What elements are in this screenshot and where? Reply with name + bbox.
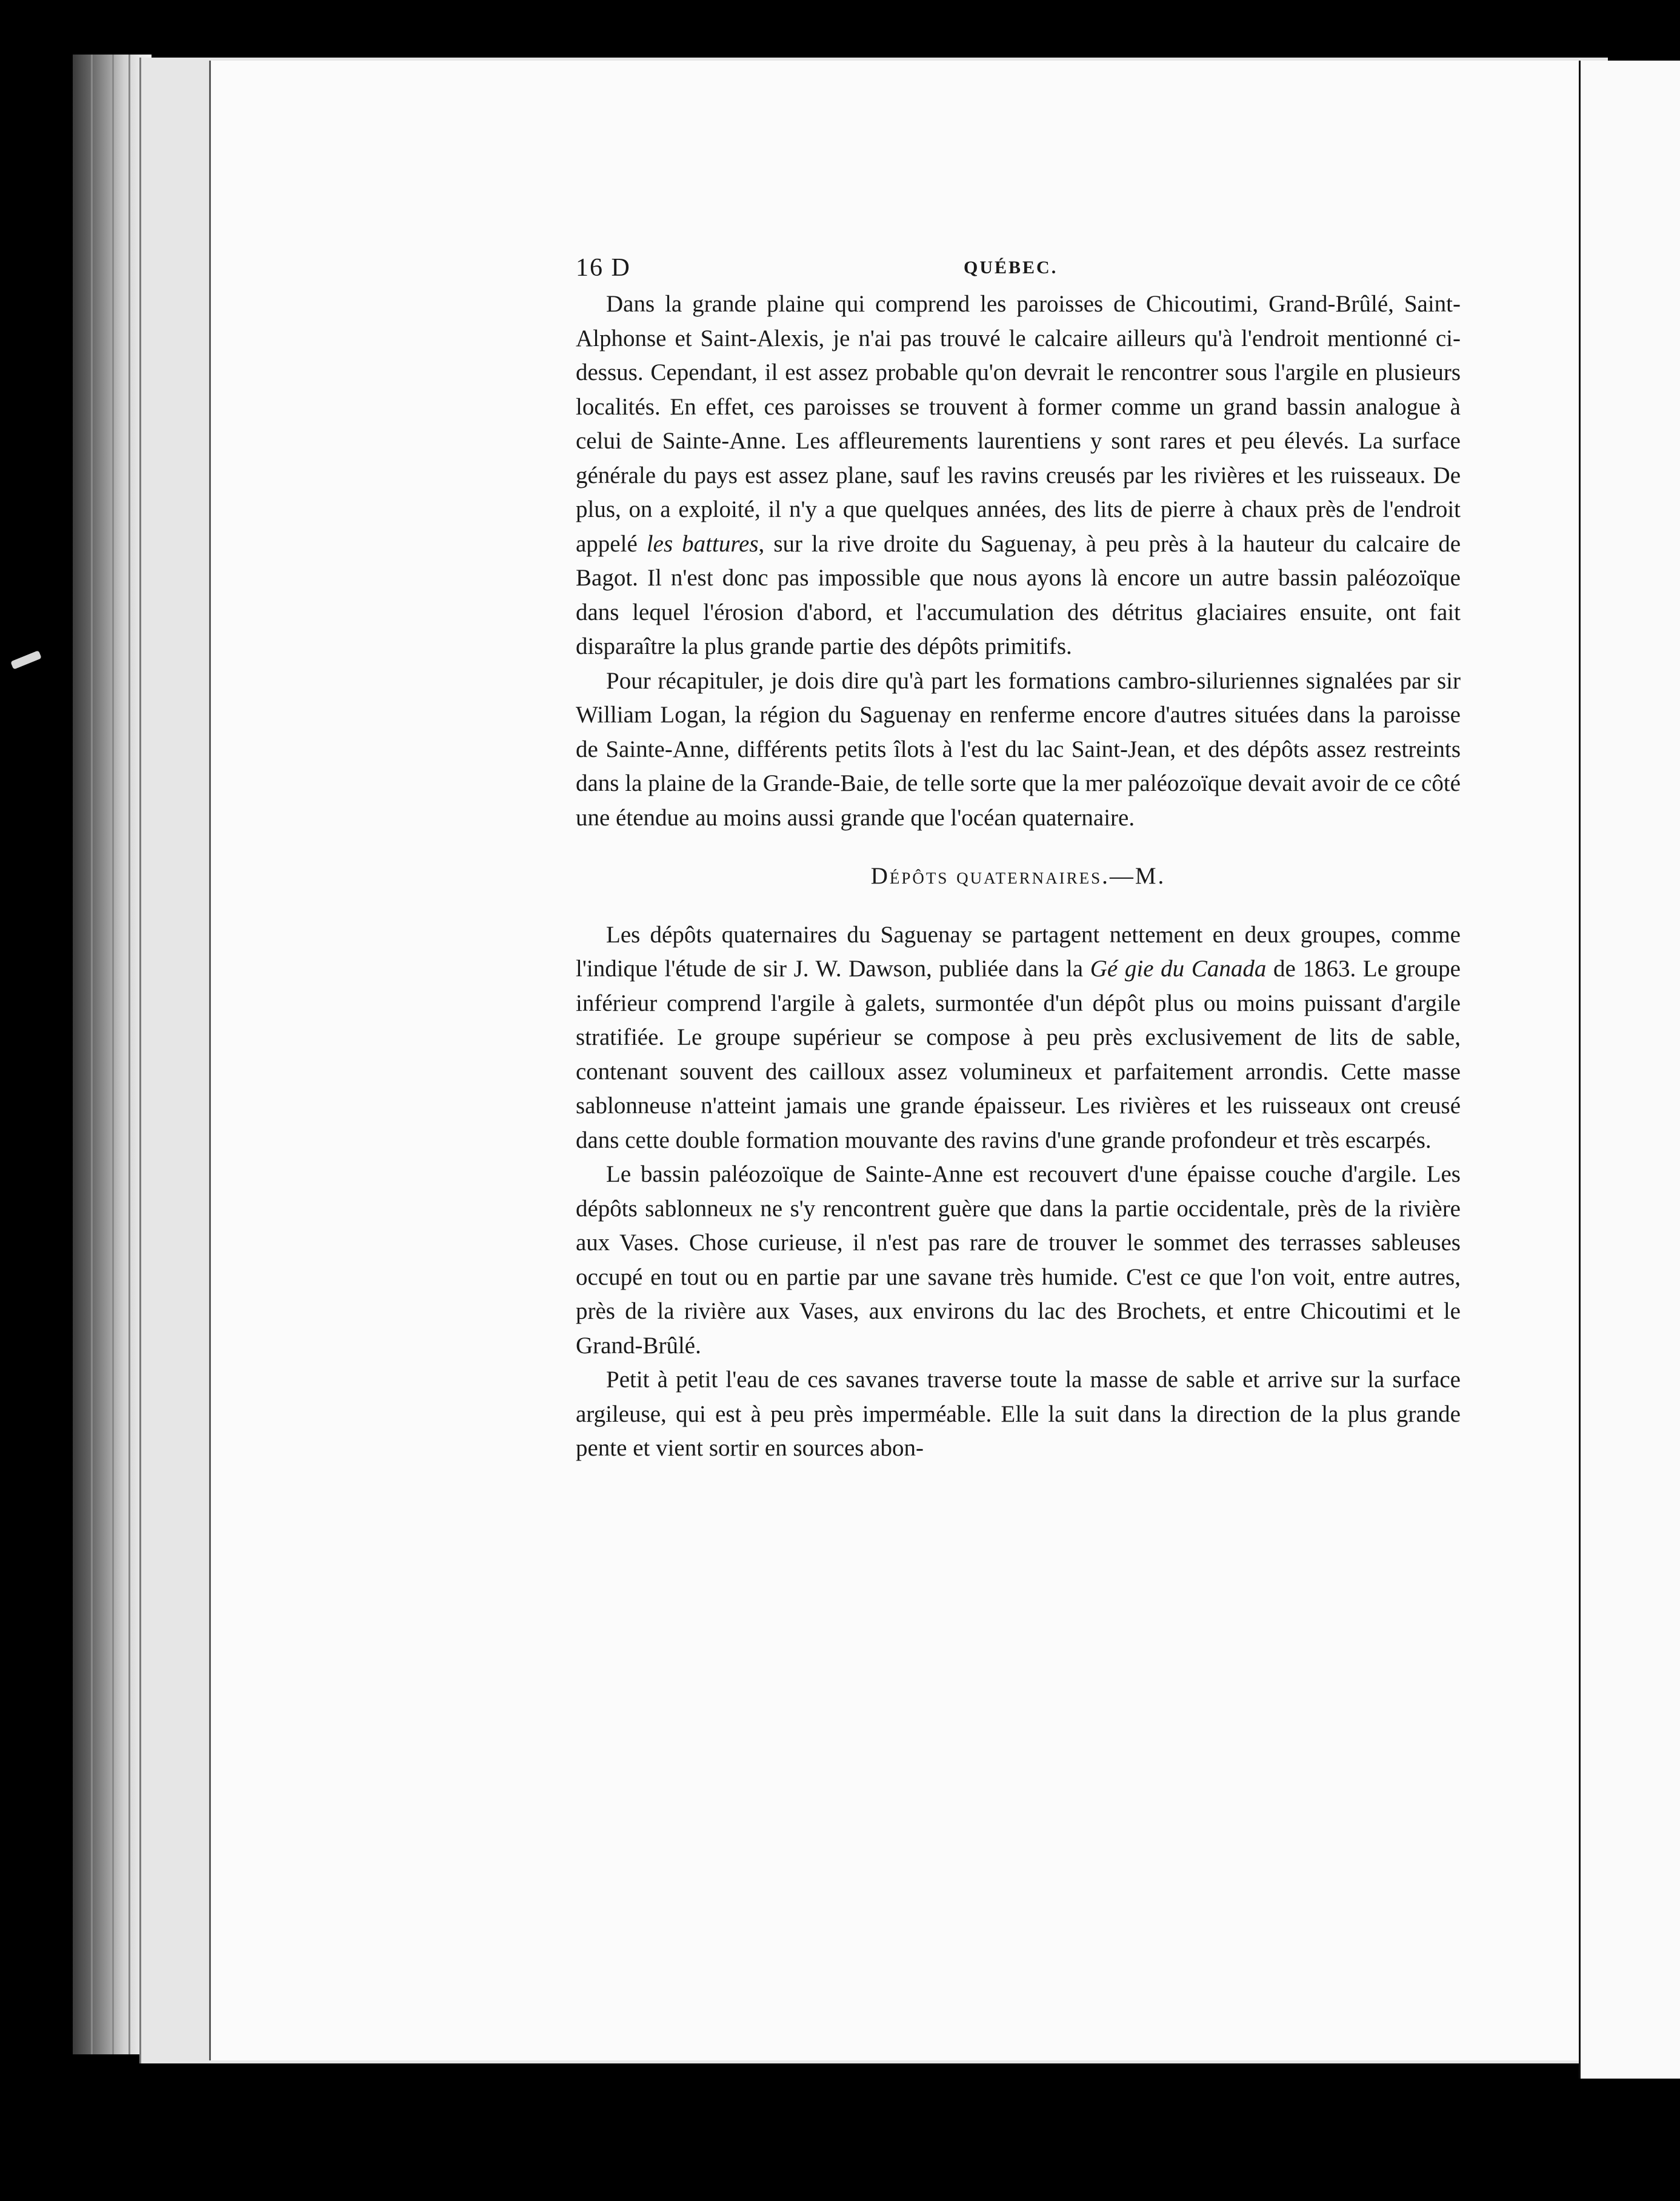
paragraph [576, 1363, 1461, 1466]
facing-page-edge [1579, 61, 1680, 2079]
paragraph-italic: Gé gie du Canada [1090, 956, 1267, 982]
page-edge-line [112, 55, 114, 2054]
paragraph-text: Pour récapituler, je dois dire qu'à part les formations cambro-siluriennes signalées par sir William Logan, la région du Saguenay en renferme encore d'autres situées dans la paroisse de Sainte-Anne, différents petits îlots à l'est du lac Saint-Jean, et des dépôts assez restreints dans la plaine de la Grande-Baie, de telle sorte que la mer paléozoïque devait avoir de ce côté une étendue au moins aussi grande que l'océan quaternaire. [576, 667, 1461, 831]
paragraph-text: Les dépôts quaternaires du Saguenay se partagent nettement en deux groupes, comme l'indique l'étude de sir J. W. Dawson, publiée dans la [576, 921, 1461, 982]
running-head: QUÉBEC. [964, 258, 1058, 278]
page-header [576, 251, 1461, 285]
scan-artifact [10, 650, 42, 670]
page-number: 16 D [576, 254, 631, 282]
paragraph [576, 1157, 1461, 1363]
paragraph-text: , sur la rive droite du Saguenay, à peu près à la hauteur du calcaire de Bagot. Il n'est donc pas impossible que nous ayons là encore un autre bassin paléozoïque dans lequel l'érosion d'abord, et l'accumulation des détritus glaciaires ensuite, ont fait disparaître la plus grande partie des dépôts primitifs. [576, 530, 1461, 659]
paragraph-text: Le bassin paléozoïque de Sainte-Anne est recouvert d'une épaisse couche d'argile. Les dépôts sablonneux ne s'y rencontrent guère que dans la partie occidentale, près de la rivière aux Vases. Chose curieuse, il n'est pas rare de trouver le sommet des terrasses sableuses occupé en tout ou en partie par une savane très humide. C'est ce que l'on voit, entre autres, près de la rivière aux Vases, aux environs du lac des Brochets, et entre Chicoutimi et le Grand-Brûlé. [576, 1161, 1461, 1359]
section-heading: Dépôts quaternaires.—M. [870, 863, 1166, 889]
paragraph-text: Petit à petit l'eau de ces savanes traverse toute la masse de sable et arrive sur la surface argileuse, qui est à peu près imperméable. Elle la suit dans la direction de la plus grande pente et vient sortir en sources abon- [576, 1367, 1461, 1461]
paragraph [576, 664, 1461, 836]
page-edge-line [91, 55, 93, 2054]
paragraph [576, 918, 1461, 1158]
paragraph [576, 287, 1461, 664]
page-edge-line [128, 55, 130, 2054]
page-text [576, 251, 1461, 1466]
paragraph-italic: les battures [646, 530, 759, 557]
paragraph-text: de 1863. Le groupe inférieur comprend l'argile à galets, surmontée d'un dépôt plus ou moins puissant d'argile stratifiée. Le groupe supérieur se compose à peu près exclusivement de lits de sable, contenant souvent des cailloux assez volumineux et parfaitement arrondis. Cette masse sablonneuse n'atteint jamais une grande épaisseur. Les rivières et les ruisseaux ont creusé dans cette double formation mouvante des ravins d'une grande profondeur et très escarpés. [576, 956, 1461, 1153]
paragraph-text: Dans la grande plaine qui comprend les paroisses de Chicoutimi, Grand-Brûlé, Saint-Alphonse et Saint-Alexis, je n'ai pas trouvé le calcaire ailleurs qu'à l'endroit mentionné ci-dessus. Cependant, il est assez probable qu'on devrait le rencontrer sous l'argile en plusieurs localités. En effet, ces paroisses se trouvent à former comme un grand bassin analogue à celui de Sainte-Anne. Les affleurements laurentiens y sont rares et peu élevés. La surface générale du pays est assez plane, sauf les ravins creusés par les rivières et les ruisseaux. De plus, on a exploité, il n'y a que quelques années, des lits de pierre à chaux près de l'endroit appelé [576, 291, 1461, 557]
